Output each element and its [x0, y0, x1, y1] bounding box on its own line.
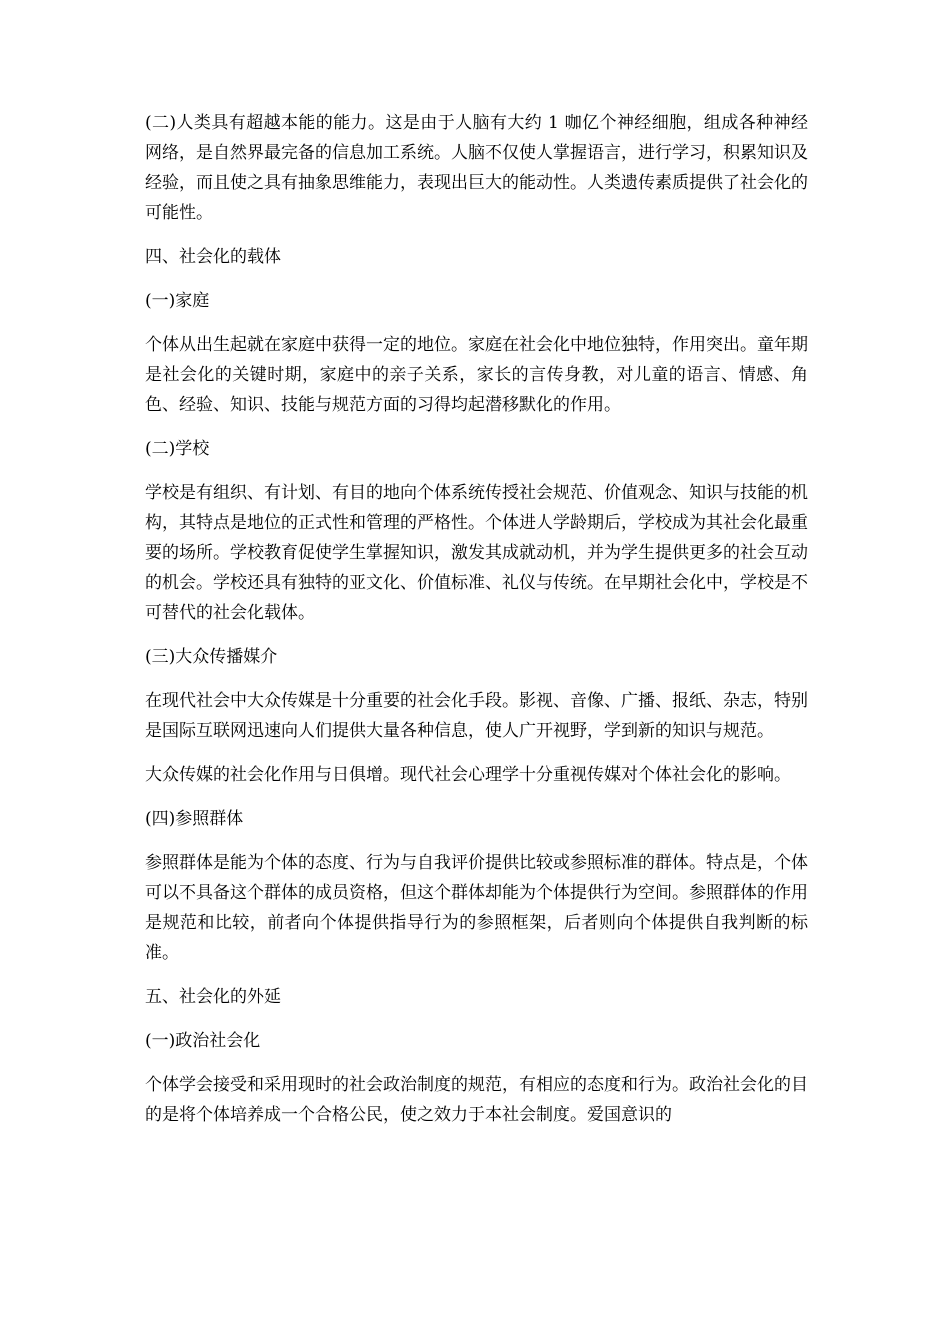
paragraph-mass-media: 在现代社会中大众传媒是十分重要的社会化手段。影视、音像、广播、报纸、杂志，特别是国际互联网迅速向人们提供大量各种信息，使人广开视野，学到新的知识与规范。: [145, 691, 808, 741]
paragraph-family: 个体从出生起就在家庭中获得一定的地位。家庭在社会化中地位独特，作用突出。童年期是社会化的关键时期，家庭中的亲子关系，家长的言传身教，对儿童的语言、情感、角色、经验、知识、技能与规范方面的习得均起潜移默化的作用。: [145, 335, 808, 415]
section-heading-carriers: 四、社会化的载体: [145, 247, 281, 267]
paragraph-human-capacity: (二)人类具有超越本能的能力。这是由于人脑有大约 1 咖亿个神经细胞，组成各种神经网络，是自然界最完备的信息加工系统。人脑不仅使人掌握语言，进行学习，积累知识及经验，而且使之具有抽象思维能力，表现出巨大的能动性。人类遗传素质提供了社会化的可能性。: [145, 113, 808, 223]
paragraph-school: 学校是有组织、有计划、有目的地向个体系统传授社会规范、价值观念、知识与技能的机构，其特点是地位的正式性和管理的严格性。个体进人学龄期后，学校成为其社会化最重要的场所。学校教育促使学生掌握知识，激发其成就动机，并为学生提供更多的社会互动的机会。学校还具有独特的亚文化、价值标准、礼仪与传统。在早期社会化中，学校是不可替代的社会化载体。: [145, 483, 808, 623]
subheading-political-socialization: (一)政治社会化: [145, 1031, 261, 1051]
subheading-mass-media: (三)大众传播媒介: [145, 647, 278, 667]
document-page: [145, 108, 808, 1144]
subheading-school: (二)学校: [145, 439, 210, 459]
subheading-family: (一)家庭: [145, 291, 210, 311]
paragraph-political-socialization: 个体学会接受和采用现时的社会政治制度的规范，有相应的态度和行为。政治社会化的目的是将个体培养成一个合格公民，使之效力于本社会制度。爱国意识的: [145, 1075, 808, 1125]
section-heading-extension: 五、社会化的外延: [145, 987, 281, 1007]
paragraph-media-influence: 大众传媒的社会化作用与日俱增。现代社会心理学十分重视传媒对个体社会化的影响。: [145, 765, 791, 785]
paragraph-reference-group: 参照群体是能为个体的态度、行为与自我评价提供比较或参照标准的群体。特点是，个体可以不具备这个群体的成员资格，但这个群体却能为个体提供行为空间。参照群体的作用是规范和比较，前者向个体提供指导行为的参照框架，后者则向个体提供自我判断的标准。: [145, 853, 808, 963]
subheading-reference-group: (四)参照群体: [145, 809, 244, 829]
